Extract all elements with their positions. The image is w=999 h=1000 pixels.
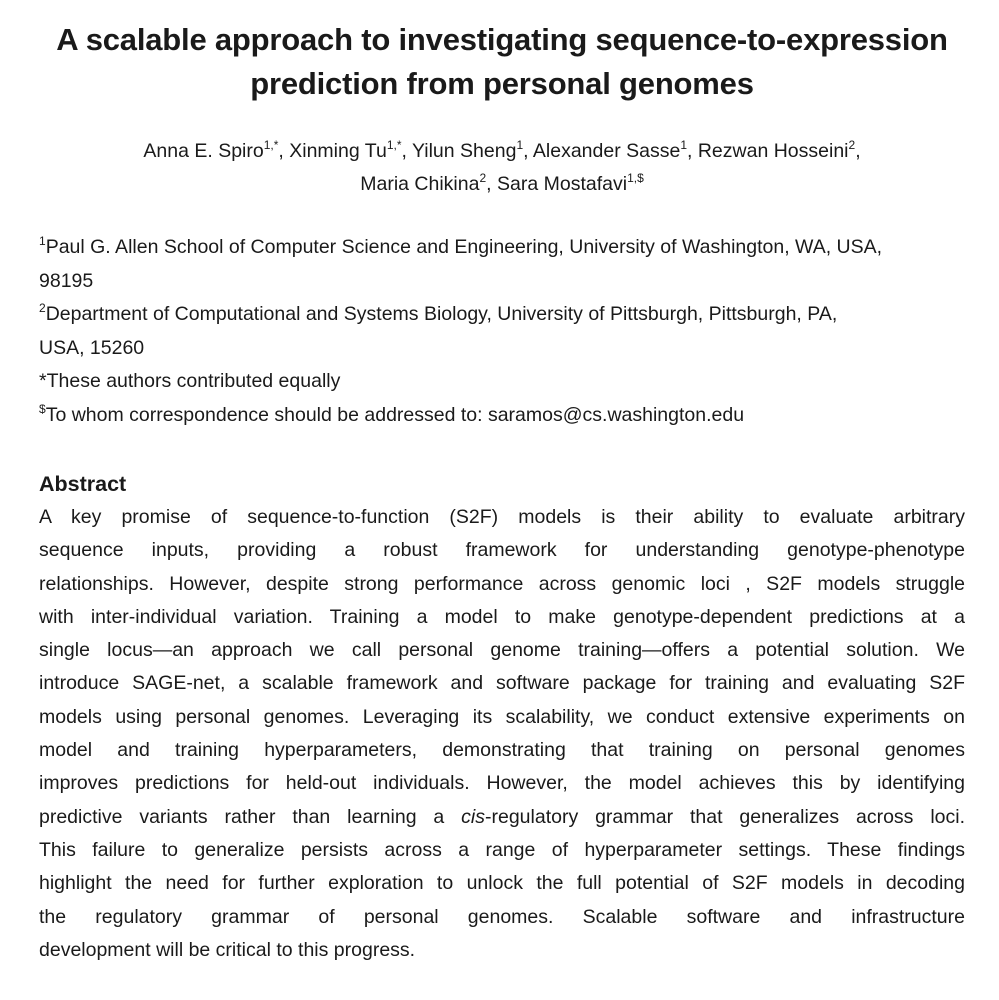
abstract-text: -regulatory grammar that generalizes across loci.: [485, 805, 965, 828]
author-separator: ,: [855, 140, 861, 162]
abstract-line: highlight the need for further exploration to unlock the full potential of S2F models in decoding: [39, 872, 965, 895]
affiliation-mark: 1: [39, 234, 46, 248]
abstract-line: the regulatory grammar of personal genomes. Scalable software and infrastructure: [39, 905, 965, 928]
author-name: Yilun Sheng: [411, 140, 517, 162]
affiliation-list: [39, 231, 965, 432]
abstract-heading: Abstract: [39, 472, 127, 496]
abstract-line: development will be critical to this progress.: [39, 938, 416, 961]
abstract-line: relationships. However, despite strong performance across genomic loci , S2F models struggle: [39, 572, 965, 595]
author-affiliation-mark: 1,*: [386, 138, 402, 152]
author-separator: ,: [401, 140, 412, 162]
author-affiliation-mark: 1: [680, 138, 687, 152]
abstract-line: introduce SAGE-net, a scalable framework and software package for training and evaluating S2F: [39, 672, 965, 695]
equal-contribution-note: *These authors contributed equally: [39, 370, 341, 392]
author-affiliation-mark: 1,*: [263, 138, 279, 152]
affiliation-text-continued: 98195: [39, 269, 94, 292]
paper-title: [39, 18, 965, 106]
author-line: [39, 135, 965, 168]
author-affiliation-mark: 2: [479, 171, 487, 185]
abstract-line: This failure to generalize persists across a range of hyperparameter settings. These findings: [39, 838, 965, 861]
author-name: Rezwan Hosseini: [697, 140, 849, 162]
author-separator: ,: [486, 173, 497, 195]
affiliation-text: Department of Computational and Systems Biology, University of Pittsburgh, Pittsburgh, PA,: [45, 303, 838, 325]
author-name: Maria Chikina: [360, 173, 480, 195]
author-affiliation-mark: 1,$: [627, 171, 644, 185]
affiliation-entry: [39, 298, 965, 332]
abstract-line: [39, 801, 965, 834]
author-line: [39, 168, 965, 201]
abstract-line: sequence inputs, providing a robust framework for understanding genotype-phenotype: [39, 539, 965, 562]
affiliation-entry: [39, 231, 965, 265]
abstract-line: models using personal genomes. Leveraging its scalability, we conduct extensive experiments on: [39, 705, 965, 728]
abstract-line: with inter-individual variation. Training a model to make genotype-dependent predictions at a: [39, 605, 965, 628]
abstract-line: single locus—an approach we call personal genome training—offers a potential solution. We: [39, 639, 965, 662]
title-line: A scalable approach to investigating sequence-to-expression: [56, 22, 948, 57]
abstract-line: model and training hyperparameters, demonstrating that training on personal genomes: [39, 739, 965, 762]
abstract-line: A key promise of sequence-to-function (S2F) models is their ability to evaluate arbitrary: [39, 506, 965, 528]
italic-term: cis: [461, 805, 485, 828]
author-name: Anna E. Spiro: [143, 140, 264, 162]
author-affiliation-mark: 2: [848, 138, 856, 152]
affiliation-text: Paul G. Allen School of Computer Science and Engineering, University of Washington, WA, USA,: [45, 236, 883, 258]
title-line: prediction from personal genomes: [250, 66, 754, 101]
author-separator: ,: [523, 140, 533, 162]
correspondence-note: [39, 399, 965, 433]
author-separator: ,: [278, 140, 290, 162]
author-separator: ,: [687, 140, 698, 162]
author-name: Alexander Sasse: [532, 140, 681, 162]
author-list: [39, 135, 965, 201]
abstract-line: improves predictions for held-out individuals. However, the model achieves this by identifying: [39, 772, 965, 795]
affiliation-text-continued: USA, 15260: [39, 336, 145, 359]
abstract-body: [39, 501, 965, 967]
abstract-text: predictive variants rather than learning a: [39, 805, 462, 828]
author-name: Sara Mostafavi: [497, 173, 628, 195]
author-affiliation-mark: 1: [516, 138, 524, 152]
author-name: Xinming Tu: [289, 140, 387, 162]
correspondence-mark: $: [39, 401, 46, 416]
affiliation-mark: 2: [39, 301, 46, 315]
correspondence-text: To whom correspondence should be addressed to: saramos@cs.washington.edu: [45, 403, 745, 426]
